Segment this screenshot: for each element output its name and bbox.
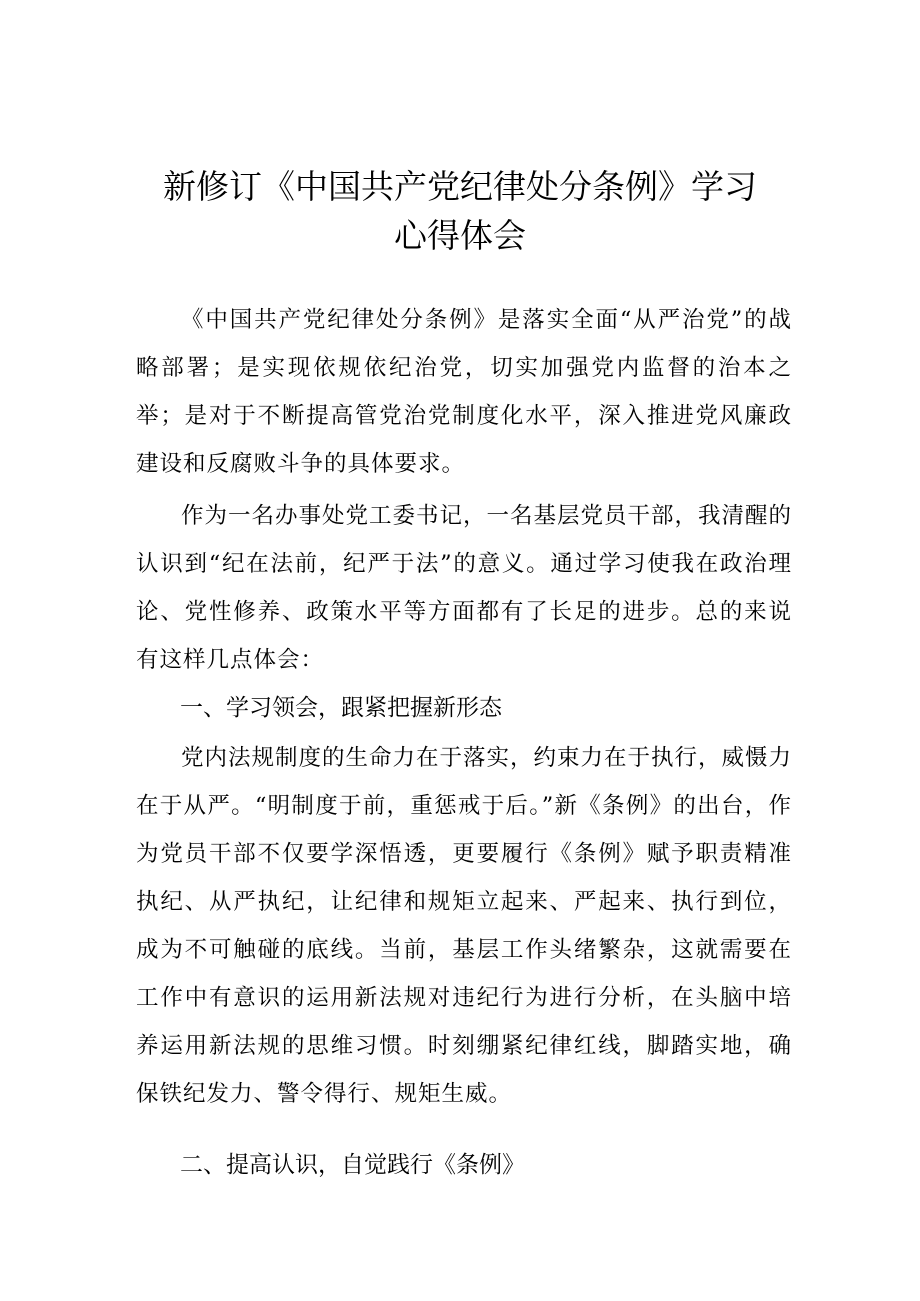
section-heading-2: 二、提高认识，自觉践行《条例》 [180,1152,525,1178]
paragraph-intro: 《中国共产党纪律处分条例》是落实全面“从严治党”的战略部署；是实现依规依纪治党，切实加强党内监督的治本之举；是对于不断提高管党治党制度化水平，深入推进党风廉政建设和反腐败斗争的具体要求。 [136,307,792,477]
paragraph-section-1: 党内法规制度的生命力在于落实，约束力在于执行，威慑力在于从严。“明制度于前，重惩戒于后。”新《条例》的出台，作为党员干部不仅要学深悟透，更要履行《条例》赋予职责精准执纪、从严执纪，让纪律和规矩立起来、严起来、执行到位，成为不可触碰的底线。当前，基层工作头绪繁杂，这就需要在工作中有意识的运用新法规对违纪行为进行分析，在头脑中培养运用新法规的思维习惯。时刻绷紧纪律红线，脚踏实地，确保铁纪发力、警令得行、规矩生威。 [136,745,793,1107]
document-title-line2: 心得体会 [394,216,526,255]
section-heading-1: 一、学习领会，跟紧把握新形态 [180,695,502,721]
paragraph-role: 作为一名办事处党工委书记，一名基层党员干部，我清醒的认识到“纪在法前，纪严于法”的意义。通过学习使我在政治理论、党性修养、政策水平等方面都有了长足的进步。总的来说有这样几点体会： [136,503,793,673]
document-title-line1: 新修订《中国共产党纪律处分条例》学习 [163,167,757,206]
